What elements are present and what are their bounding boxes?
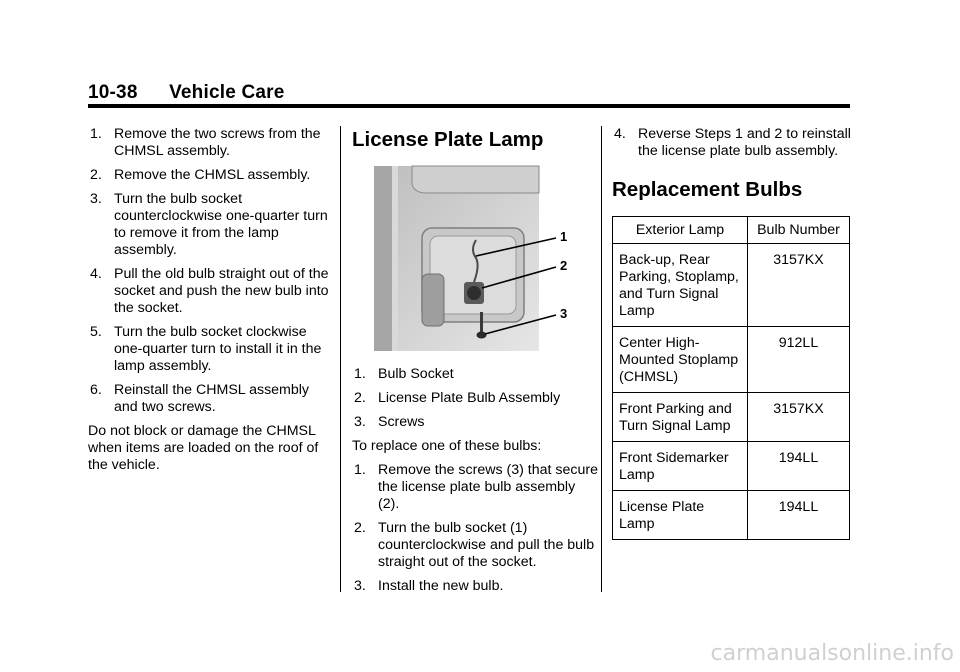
step-text: Remove the CHMSL assembly. [114,167,311,183]
caption-text: License Plate Bulb Assembly [378,390,561,406]
step-text: Turn the bulb socket (1) counterclockwise and pull the bulb straight out of the socket. [378,520,595,570]
column-1 [88,126,336,481]
step-text: Reinstall the CHMSL assembly and two screws. [114,382,310,415]
step-item [352,462,598,513]
bulb-number-cell: 912LL [748,327,850,393]
bulb-number-cell: 3157KX [748,244,850,327]
step-number: 4. [90,266,102,282]
step-number: 3. [354,578,366,594]
license-plate-lamp-illustration [352,166,568,356]
replace-intro: To replace one of these bulbs: [352,438,542,454]
caption-item [352,414,598,431]
step-item [88,324,336,375]
step-text: Remove the two screws from the CHMSL assembly. [114,126,321,159]
step-text: Remove the screws (3) that secure the license plate bulb assembly (2). [378,462,598,512]
step-number: 1. [354,462,366,478]
caption-item [352,390,598,407]
table-row [613,327,850,393]
table-row [613,442,850,491]
step-number: 5. [90,324,102,340]
caption-text: Screws [378,414,425,430]
step-text: Pull the old bulb straight out of the socket and push the new bulb into the socket. [114,266,329,316]
section-title-header: Vehicle Care [169,82,285,103]
callout-2: 2 [560,258,568,273]
step-item [88,266,336,317]
step-item [88,382,336,416]
step-item [612,126,852,160]
bulb-number-cell: 3157KX [748,393,850,442]
lamp-cell: Center High-Mounted Stoplamp (CHMSL) [613,327,748,393]
step-number: 4. [614,126,626,142]
chmsl-note: Do not block or damage the CHMSL when items are loaded on the roof of the vehicle. [88,423,319,473]
step-item [88,126,336,160]
page-number: 10-38 [88,82,138,103]
lamp-cell: License Plate Lamp [613,491,748,540]
license-plate-lamp-diagram [352,166,568,356]
column-header: Bulb Number [748,217,850,244]
step-text: Turn the bulb socket counterclockwise one-quarter turn to remove it from the lamp assembly. [114,191,328,258]
step-item [352,578,598,595]
table-header-row [613,217,850,244]
caption-number: 2. [354,390,366,406]
caption-text: Bulb Socket [378,366,454,382]
header-rule [88,104,850,108]
step-text: Turn the bulb socket clockwise one-quarter turn to install it in the lamp assembly. [114,324,322,374]
caption-number: 1. [354,366,366,382]
replacement-bulbs-title: Replacement Bulbs [612,178,803,201]
callout-3: 3 [560,306,568,321]
caption-number: 3. [354,414,366,430]
column-divider [601,126,602,592]
step-item [88,191,336,259]
step-text: Install the new bulb. [378,578,504,594]
table-row [613,491,850,540]
column-header: Exterior Lamp [613,217,748,244]
table-row [613,393,850,442]
page-header [88,82,285,104]
step-item [88,167,336,184]
step-number: 6. [90,382,102,398]
column-3 [612,126,852,540]
license-plate-lamp-title: License Plate Lamp [352,128,544,151]
step-number: 1. [90,126,102,142]
step-number: 2. [354,520,366,536]
callout-1: 1 [560,229,568,244]
bulb-number-cell: 194LL [748,491,850,540]
bulb-number-cell: 194LL [748,442,850,491]
lamp-cell: Back-up, Rear Parking, Stoplamp, and Turn Signal Lamp [613,244,748,327]
lamp-cell: Front Parking and Turn Signal Lamp [613,393,748,442]
caption-item [352,366,598,383]
column-2 [352,126,598,602]
table-row [613,244,850,327]
lamp-cell: Front Sidemarker Lamp [613,442,748,491]
replacement-bulbs-table [612,216,850,540]
step-text: Reverse Steps 1 and 2 to reinstall the license plate bulb assembly. [638,126,851,159]
step-number: 2. [90,167,102,183]
step-number: 3. [90,191,102,207]
column-divider [340,126,341,592]
step-item [352,520,598,571]
watermark: carmanualsonline.info [710,641,954,666]
